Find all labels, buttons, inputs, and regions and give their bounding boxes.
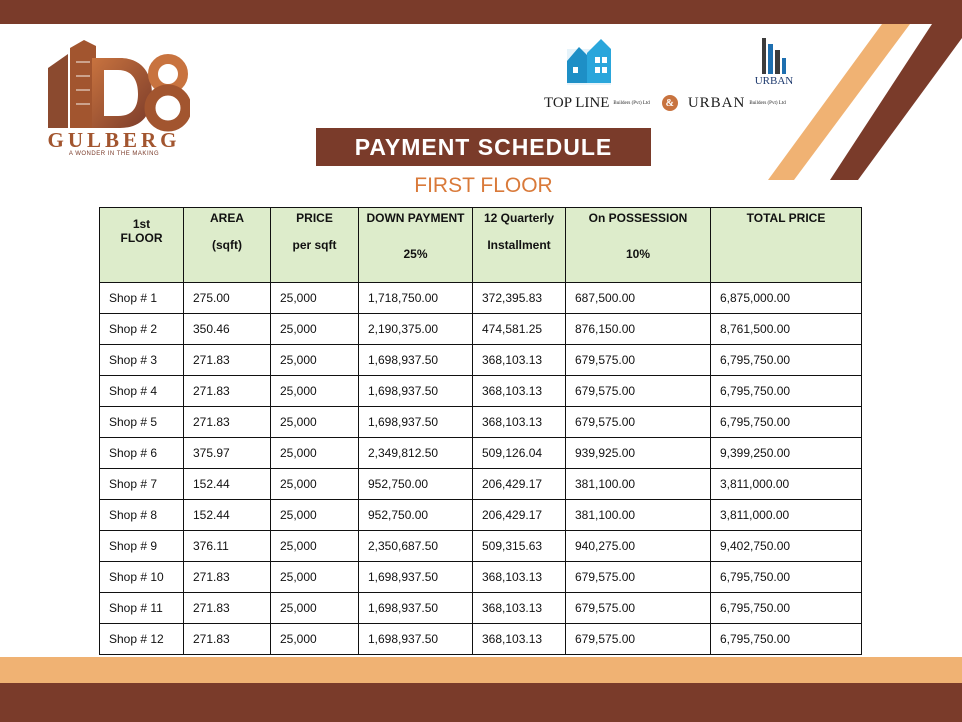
partner-names [544, 93, 786, 113]
cell-price: 25,000 [271, 500, 359, 531]
cell-possession: 679,575.00 [566, 345, 711, 376]
cell-floor: Shop # 9 [100, 531, 184, 562]
cell-down-payment: 1,698,937.50 [359, 345, 473, 376]
top-line-logo-icon [565, 35, 613, 87]
cell-possession: 679,575.00 [566, 407, 711, 438]
cell-possession: 687,500.00 [566, 283, 711, 314]
table-row [100, 407, 862, 438]
cell-price: 25,000 [271, 407, 359, 438]
table-row [100, 593, 862, 624]
cell-quarterly: 368,103.13 [473, 345, 566, 376]
table-row [100, 438, 862, 469]
cell-possession: 679,575.00 [566, 562, 711, 593]
header-on-possession: On POSSESSION 10% [566, 208, 711, 283]
cell-floor: Shop # 7 [100, 469, 184, 500]
cell-floor: Shop # 11 [100, 593, 184, 624]
table-row [100, 345, 862, 376]
cell-down-payment: 952,750.00 [359, 500, 473, 531]
cell-quarterly: 368,103.13 [473, 624, 566, 655]
table-row [100, 531, 862, 562]
cell-area: 271.83 [184, 562, 271, 593]
cell-floor: Shop # 6 [100, 438, 184, 469]
cell-price: 25,000 [271, 562, 359, 593]
ampersand-badge: & [662, 95, 678, 111]
cell-total: 6,795,750.00 [711, 562, 862, 593]
cell-area: 271.83 [184, 407, 271, 438]
top-bar [0, 0, 962, 24]
cell-quarterly: 509,315.63 [473, 531, 566, 562]
top-line-name: TOP LINE [544, 94, 610, 111]
svg-text:URBAN: URBAN [754, 75, 794, 87]
urban-name: URBAN [687, 94, 746, 111]
table-body [100, 283, 862, 655]
payment-schedule-table [99, 207, 862, 655]
cell-possession: 940,275.00 [566, 531, 711, 562]
cell-area: 271.83 [184, 376, 271, 407]
cell-down-payment: 1,698,937.50 [359, 376, 473, 407]
cell-price: 25,000 [271, 469, 359, 500]
cell-area: 152.44 [184, 469, 271, 500]
cell-possession: 381,100.00 [566, 500, 711, 531]
cell-area: 275.00 [184, 283, 271, 314]
cell-quarterly: 368,103.13 [473, 407, 566, 438]
header-quarterly-installment: 12 Quarterly Installment [473, 208, 566, 283]
cell-total: 3,811,000.00 [711, 469, 862, 500]
cell-down-payment: 952,750.00 [359, 469, 473, 500]
cell-floor: Shop # 1 [100, 283, 184, 314]
cell-total: 6,795,750.00 [711, 593, 862, 624]
cell-floor: Shop # 8 [100, 500, 184, 531]
table-row [100, 314, 862, 345]
cell-total: 3,811,000.00 [711, 500, 862, 531]
cell-total: 6,795,750.00 [711, 407, 862, 438]
cell-quarterly: 509,126.04 [473, 438, 566, 469]
cell-quarterly: 368,103.13 [473, 376, 566, 407]
cell-price: 25,000 [271, 314, 359, 345]
cell-total: 9,402,750.00 [711, 531, 862, 562]
cell-floor: Shop # 10 [100, 562, 184, 593]
cell-area: 376.11 [184, 531, 271, 562]
cell-quarterly: 206,429.17 [473, 500, 566, 531]
cell-floor: Shop # 4 [100, 376, 184, 407]
table-row [100, 283, 862, 314]
cell-quarterly: 368,103.13 [473, 593, 566, 624]
bottom-accent-stripe [0, 657, 962, 683]
cell-total: 6,875,000.00 [711, 283, 862, 314]
table-row [100, 469, 862, 500]
cell-area: 271.83 [184, 593, 271, 624]
cell-possession: 679,575.00 [566, 593, 711, 624]
cell-area: 271.83 [184, 624, 271, 655]
cell-total: 6,795,750.00 [711, 376, 862, 407]
cell-down-payment: 2,349,812.50 [359, 438, 473, 469]
bottom-bar [0, 683, 962, 722]
cell-down-payment: 2,350,687.50 [359, 531, 473, 562]
logo-name: GULBERG [47, 128, 181, 152]
cell-price: 25,000 [271, 283, 359, 314]
cell-possession: 679,575.00 [566, 376, 711, 407]
urban-sub: Builders (Pvt) Ltd [749, 100, 786, 106]
page-title: PAYMENT SCHEDULE [316, 128, 651, 166]
cell-down-payment: 1,698,937.50 [359, 562, 473, 593]
header-area: AREA (sqft) [184, 208, 271, 283]
urban-logo-icon [748, 34, 800, 88]
cell-price: 25,000 [271, 376, 359, 407]
cell-possession: 381,100.00 [566, 469, 711, 500]
cell-floor: Shop # 2 [100, 314, 184, 345]
header-total-price: TOTAL PRICE [711, 208, 862, 283]
cell-total: 8,761,500.00 [711, 314, 862, 345]
header-down-payment: DOWN PAYMENT 25% [359, 208, 473, 283]
cell-possession: 876,150.00 [566, 314, 711, 345]
cell-area: 152.44 [184, 500, 271, 531]
cell-down-payment: 1,698,937.50 [359, 624, 473, 655]
cell-total: 9,399,250.00 [711, 438, 862, 469]
cell-price: 25,000 [271, 345, 359, 376]
cell-price: 25,000 [271, 624, 359, 655]
header-price: PRICE per sqft [271, 208, 359, 283]
table-row [100, 624, 862, 655]
cell-total: 6,795,750.00 [711, 624, 862, 655]
cell-area: 271.83 [184, 345, 271, 376]
cell-price: 25,000 [271, 593, 359, 624]
cell-down-payment: 2,190,375.00 [359, 314, 473, 345]
top-line-sub: Builders (Pvt) Ltd [613, 100, 650, 106]
cell-down-payment: 1,718,750.00 [359, 283, 473, 314]
cell-quarterly: 474,581.25 [473, 314, 566, 345]
cell-quarterly: 368,103.13 [473, 562, 566, 593]
cell-possession: 679,575.00 [566, 624, 711, 655]
cell-price: 25,000 [271, 531, 359, 562]
logo-tagline: A WONDER IN THE MAKING [68, 151, 160, 157]
cell-quarterly: 206,429.17 [473, 469, 566, 500]
cell-price: 25,000 [271, 438, 359, 469]
cell-floor: Shop # 5 [100, 407, 184, 438]
cell-floor: Shop # 3 [100, 345, 184, 376]
cell-area: 375.97 [184, 438, 271, 469]
cell-down-payment: 1,698,937.50 [359, 407, 473, 438]
header-floor: 1st FLOOR [100, 208, 184, 283]
cell-quarterly: 372,395.83 [473, 283, 566, 314]
table-header-row [100, 208, 862, 283]
cell-floor: Shop # 12 [100, 624, 184, 655]
cell-down-payment: 1,698,937.50 [359, 593, 473, 624]
cell-possession: 939,925.00 [566, 438, 711, 469]
table-row [100, 562, 862, 593]
page-subtitle: FIRST FLOOR [414, 174, 553, 197]
table-row [100, 376, 862, 407]
cell-area: 350.46 [184, 314, 271, 345]
cell-total: 6,795,750.00 [711, 345, 862, 376]
table-row [100, 500, 862, 531]
